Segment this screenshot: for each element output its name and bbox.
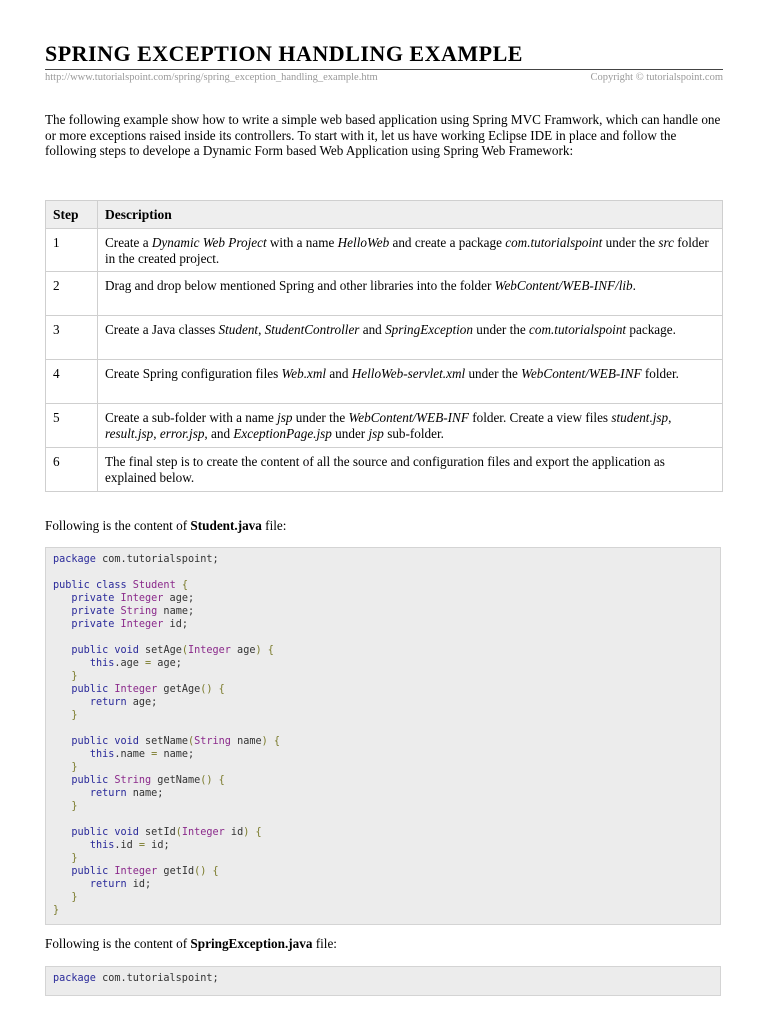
code-token: name; <box>126 788 164 799</box>
student-java-heading <box>45 518 286 534</box>
description-text: under the <box>472 322 530 337</box>
code-token: = <box>151 749 158 760</box>
code-token: setName <box>138 736 188 747</box>
step-description <box>98 272 723 316</box>
code-token: String <box>194 736 231 747</box>
step-number: 6 <box>46 448 98 492</box>
description-text: and <box>326 366 352 381</box>
heading-suffix: file: <box>312 936 337 951</box>
description-emphasis: WebContent/WEB-INF/lib <box>494 278 633 293</box>
code-line <box>53 645 274 656</box>
code-token: getName <box>151 775 201 786</box>
code-token: setAge <box>138 645 182 656</box>
code-line <box>53 671 78 682</box>
code-token: } <box>53 905 60 916</box>
heading-prefix: Following is the content of <box>45 518 191 533</box>
code-line <box>53 580 188 591</box>
code-line <box>53 905 59 916</box>
code-token <box>53 606 71 617</box>
springexception-java-heading <box>45 936 337 952</box>
code-token: } <box>71 762 78 773</box>
code-token: this <box>89 749 115 760</box>
code-token <box>53 879 90 890</box>
description-text: folder. <box>641 366 679 381</box>
code-token <box>53 749 90 760</box>
code-token: package <box>53 554 96 565</box>
code-token: Student <box>132 580 176 591</box>
code-token: return <box>89 697 127 708</box>
code-token <box>53 710 71 721</box>
code-line <box>53 866 219 877</box>
code-line <box>53 788 163 799</box>
code-token <box>53 801 71 812</box>
code-token: ) <box>255 645 262 656</box>
code-token: this <box>89 658 115 669</box>
code-token: private <box>71 593 115 604</box>
description-text: , and <box>204 425 234 441</box>
code-line <box>53 892 78 903</box>
code-token: } <box>71 671 78 682</box>
code-token: id; <box>126 879 152 890</box>
code-line <box>53 619 188 630</box>
description-emphasis: WebContent/WEB-INF <box>521 366 642 381</box>
description-emphasis: HelloWeb <box>337 235 390 250</box>
code-token: private <box>71 619 115 630</box>
code-line <box>53 801 78 812</box>
code-token: } <box>71 892 78 903</box>
code-token <box>53 866 71 877</box>
code-token: id; <box>163 619 188 630</box>
table-row <box>46 448 723 492</box>
code-line <box>53 775 225 786</box>
description-text: sub-folder. <box>383 425 444 441</box>
description-emphasis: HelloWeb-servlet.xml <box>351 366 466 381</box>
code-token: .age <box>114 658 146 669</box>
description-emphasis: com.tutorialspoint <box>529 322 627 337</box>
code-line <box>53 697 157 708</box>
step-description <box>98 404 723 448</box>
code-token: Integer <box>120 593 164 604</box>
code-line <box>53 554 219 565</box>
code-token <box>53 736 71 747</box>
description-text: and create a package <box>389 235 506 250</box>
description-text: under the <box>465 366 522 381</box>
step-description <box>98 360 723 404</box>
description-text: under the <box>602 235 659 250</box>
code-token: } <box>71 853 78 864</box>
code-line <box>53 593 194 604</box>
code-token: ) <box>243 827 250 838</box>
code-token: return <box>89 879 127 890</box>
description-text: , <box>668 410 672 425</box>
code-token: Integer <box>120 619 164 630</box>
source-url: http://www.tutorialspoint.com/spring/spring_exception_handling_example.htm <box>45 72 378 83</box>
title-divider <box>45 69 723 70</box>
code-token: void <box>114 736 139 747</box>
description-text: under <box>331 425 369 441</box>
code-token: () <box>194 866 207 877</box>
description-text: and <box>359 322 386 337</box>
description-emphasis: error.jsp <box>159 425 205 441</box>
code-token <box>53 619 71 630</box>
step-description <box>98 448 723 492</box>
description-emphasis: com.tutorialspoint <box>505 235 603 250</box>
code-token: String <box>120 606 158 617</box>
description-emphasis: WebContent/WEB-INF <box>348 410 469 425</box>
code-token: name; <box>157 606 195 617</box>
table-row <box>46 272 723 316</box>
code-token: { <box>218 775 225 786</box>
code-token <box>53 671 71 682</box>
description-text: Drag and drop below mentioned Spring and other libraries into the folder <box>105 278 495 293</box>
code-token: return <box>89 788 127 799</box>
description-text: package. <box>626 322 676 337</box>
code-token: ( <box>175 827 182 838</box>
code-token: Integer <box>114 866 158 877</box>
step-number: 2 <box>46 272 98 316</box>
code-line <box>53 840 170 851</box>
code-token: { <box>181 580 188 591</box>
description-text: folder in the created project. <box>105 235 709 266</box>
code-token: id <box>224 827 244 838</box>
step-number: 1 <box>46 229 98 272</box>
code-token <box>53 684 71 695</box>
heading-prefix: Following is the content of <box>45 936 191 951</box>
heading-filename: Student.java <box>190 518 262 533</box>
code-token: { <box>212 866 219 877</box>
copyright-notice: Copyright © tutorialspoint.com <box>590 72 723 83</box>
description-emphasis: src <box>658 235 674 250</box>
code-token <box>53 697 90 708</box>
code-token <box>53 840 90 851</box>
description-text: folder. Create a view files <box>468 410 612 425</box>
description-text: under the <box>292 410 349 425</box>
code-token: age; <box>163 593 195 604</box>
code-token: class <box>95 580 127 591</box>
code-token: .name <box>114 749 152 760</box>
description-emphasis: student.jsp <box>611 410 669 425</box>
code-token: public <box>71 775 109 786</box>
code-token: .id <box>114 840 139 851</box>
code-token: Integer <box>187 645 231 656</box>
code-token: void <box>114 645 139 656</box>
column-header-description: Description <box>98 201 723 229</box>
description-emphasis: jsp <box>368 425 384 441</box>
code-token: String <box>114 775 152 786</box>
description-emphasis: ExceptionPage.jsp <box>233 425 332 441</box>
table-header-row <box>46 201 723 229</box>
code-token: public <box>71 827 109 838</box>
step-description <box>98 229 723 272</box>
code-token: { <box>273 736 281 747</box>
code-token: () <box>200 775 213 786</box>
code-token: public <box>71 645 109 656</box>
code-token: package <box>53 973 96 984</box>
code-token: ( <box>181 645 188 656</box>
code-token: public <box>53 580 90 591</box>
code-token: name <box>230 736 262 747</box>
code-token: getAge <box>157 684 201 695</box>
code-token <box>53 762 71 773</box>
code-token: ) <box>261 736 268 747</box>
code-token <box>53 827 71 838</box>
code-token: age; <box>126 697 158 708</box>
step-number: 3 <box>46 316 98 360</box>
step-description <box>98 316 723 360</box>
code-line <box>53 736 280 747</box>
code-token: com.tutorialspoint; <box>95 554 219 565</box>
code-token: this <box>89 840 115 851</box>
description-emphasis: Web.xml <box>281 366 327 381</box>
code-line <box>53 827 262 838</box>
description-text: The final step is to create the content of all the source and configuration files and export the application as explained below. <box>105 454 665 485</box>
student-java-code-block <box>45 547 721 925</box>
intro-paragraph: The following example show how to write a simple web based application using Spring MVC Framwork, which can handle one or more exceptions raised inside its controllers. To start with it, let us have working Eclipse IDE in place and follow the following steps to develope a Dynamic Form based Web Application using Spring Web Framework: <box>45 112 721 158</box>
table-row <box>46 404 723 448</box>
description-text: , <box>258 322 265 337</box>
code-line <box>53 879 151 890</box>
description-emphasis: jsp <box>277 410 293 425</box>
column-header-step: Step <box>46 201 98 229</box>
code-token: = <box>138 840 146 851</box>
description-text: with a name <box>266 235 338 250</box>
code-token: Integer <box>114 684 158 695</box>
code-token <box>53 788 90 799</box>
description-emphasis: StudentController <box>264 322 360 337</box>
code-line <box>53 684 225 695</box>
code-token: ( <box>187 736 195 747</box>
code-token: { <box>267 645 274 656</box>
page-title: SPRING EXCEPTION HANDLING EXAMPLE <box>45 41 523 66</box>
description-text: , <box>153 425 160 441</box>
steps-table <box>45 200 723 492</box>
description-emphasis: Dynamic Web Project <box>151 235 267 250</box>
description-emphasis: result.jsp <box>105 425 154 441</box>
description-emphasis: SpringException <box>385 322 473 337</box>
code-token <box>53 853 71 864</box>
description-text: . <box>632 278 636 293</box>
code-token: () <box>200 684 213 695</box>
code-token: age <box>230 645 256 656</box>
description-text: Create a <box>105 235 152 250</box>
step-number: 5 <box>46 404 98 448</box>
code-token: public <box>71 736 109 747</box>
table-row <box>46 229 723 272</box>
table-row <box>46 316 723 360</box>
code-token: age; <box>151 658 182 669</box>
code-token: } <box>71 801 78 812</box>
code-token <box>53 775 71 786</box>
code-token <box>53 593 71 604</box>
springexception-java-code-block <box>45 966 721 996</box>
code-token <box>53 658 90 669</box>
code-line <box>53 606 194 617</box>
heading-filename: SpringException.java <box>190 936 313 951</box>
code-token: void <box>114 827 139 838</box>
code-line <box>53 973 219 984</box>
code-token: Integer <box>181 827 225 838</box>
code-token: getId <box>157 866 195 877</box>
description-text: Create Spring configuration files <box>105 366 282 381</box>
code-token: = <box>145 658 152 669</box>
code-token: setId <box>138 827 176 838</box>
code-token: public <box>71 684 109 695</box>
code-token: public <box>71 866 109 877</box>
step-number: 4 <box>46 360 98 404</box>
code-token: name; <box>157 749 195 760</box>
code-token: { <box>218 684 225 695</box>
description-emphasis: Student <box>218 322 259 337</box>
code-token: } <box>71 710 78 721</box>
code-token <box>53 645 71 656</box>
heading-suffix: file: <box>261 518 287 533</box>
description-text: Create a sub-folder with a name <box>105 410 278 425</box>
code-token: com.tutorialspoint; <box>95 973 219 984</box>
code-token: private <box>71 606 115 617</box>
code-token: id; <box>145 840 170 851</box>
code-token <box>53 892 71 903</box>
description-text: Create a Java classes <box>105 322 219 337</box>
code-line <box>53 710 78 721</box>
code-line <box>53 762 78 773</box>
table-row <box>46 360 723 404</box>
code-line <box>53 749 194 760</box>
code-line <box>53 853 78 864</box>
code-token: { <box>255 827 262 838</box>
code-line <box>53 658 182 669</box>
